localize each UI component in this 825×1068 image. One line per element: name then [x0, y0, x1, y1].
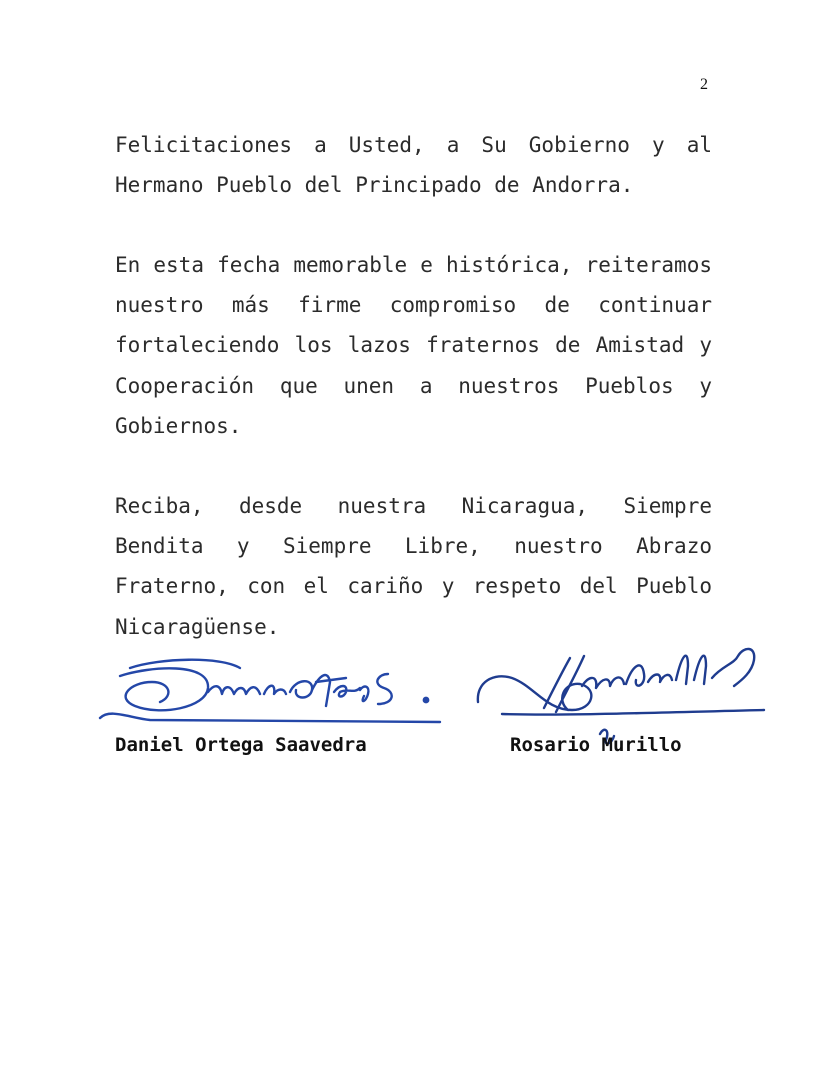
signer-name-right: Rosario Murillo: [510, 734, 682, 756]
paragraph-congratulations: Felicitaciones a Usted, a Su Gobierno y al Hermano Pueblo del Principado de Andorra.: [115, 133, 712, 198]
paragraph-commitment: En esta fecha memorable e histórica, reiteramos nuestro más firme compromiso de continuar fortaleciendo los lazos fraternos de Amistad y Cooperación que unen a nuestros Pueblos y Gobiernos.: [115, 253, 712, 438]
signer-name-left: Daniel Ortega Saavedra: [115, 734, 367, 756]
signature-left-image: [90, 648, 450, 733]
paragraph-closing: Reciba, desde nuestra Nicaragua, Siempre Bendita y Siempre Libre, nuestro Abrazo Fraterno, con el cariño y respeto del Pueblo Nicaragüense.: [115, 494, 712, 639]
signature-right-image: [472, 626, 772, 751]
page-number: 2: [700, 76, 708, 93]
